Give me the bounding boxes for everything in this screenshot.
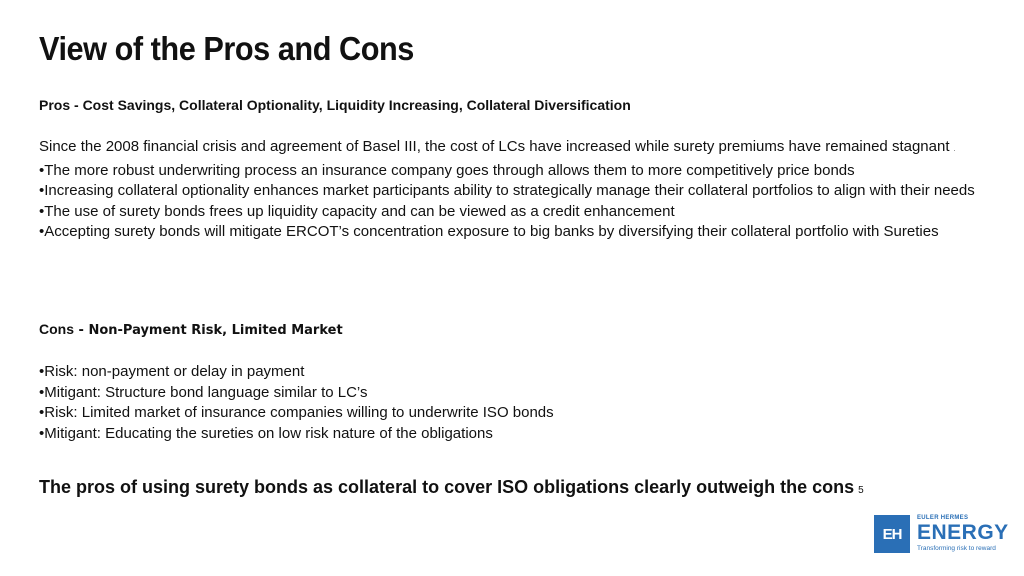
cons-heading [39, 321, 343, 338]
cons-item-1: •Risk: non-payment or delay in payment [39, 363, 305, 380]
logo-brand: ENERGY [917, 521, 1009, 544]
company-logo [874, 515, 1008, 555]
pros-bullet-1: •The more robust underwriting process an insurance company goes through allows them to more competitively price bonds [39, 161, 855, 179]
cons-item-4: •Mitigant: Educating the sureties on low risk nature of the obligations [39, 424, 493, 442]
pros-intro [39, 137, 989, 161]
logo-mark: EH [874, 515, 910, 553]
cons-item-3: •Risk: Limited market of insurance companies willing to underwrite ISO bonds [39, 404, 554, 421]
pros-bullet-2: •Increasing collateral optionality enhances market participants ability to strategically manage their collateral portfolios to align with their needs [39, 182, 975, 199]
cons-heading-word: Cons [39, 321, 74, 337]
pros-bullet-4: •Accepting surety bonds will mitigate ERCOT’s concentration exposure to big banks by diversifying their collateral portfolio with Sureties [39, 223, 939, 240]
conclusion-text: The pros of using surety bonds as collateral to cover ISO obligations clearly outweigh the cons [39, 477, 855, 497]
pros-intro-dot: . [953, 147, 956, 153]
conclusion [39, 477, 864, 498]
logo-company-name: EULER HERMES [917, 515, 969, 521]
pros-body [39, 137, 989, 243]
pros-bullet-3: •The use of surety bonds frees up liquidity capacity and can be viewed as a credit enhancement [39, 202, 675, 220]
cons-item-2: •Mitigant: Structure bond language similar to LC’s [39, 383, 368, 401]
slide-title: View of the Pros and Cons [39, 30, 414, 67]
logo-tagline: Transforming risk to reward [917, 545, 996, 552]
cons-heading-subtitle: - Non-Payment Risk, Limited Market [74, 323, 343, 338]
pros-intro-text: Since the 2008 financial crisis and agreement of Basel III, the cost of LCs have increased while surety premiums have remained stagnant [39, 138, 954, 155]
page-number: 5 [858, 485, 864, 496]
pros-heading: Pros - Cost Savings, Collateral Optionality, Liquidity Increasing, Collateral Diversification [39, 97, 631, 113]
cons-list [39, 362, 989, 444]
